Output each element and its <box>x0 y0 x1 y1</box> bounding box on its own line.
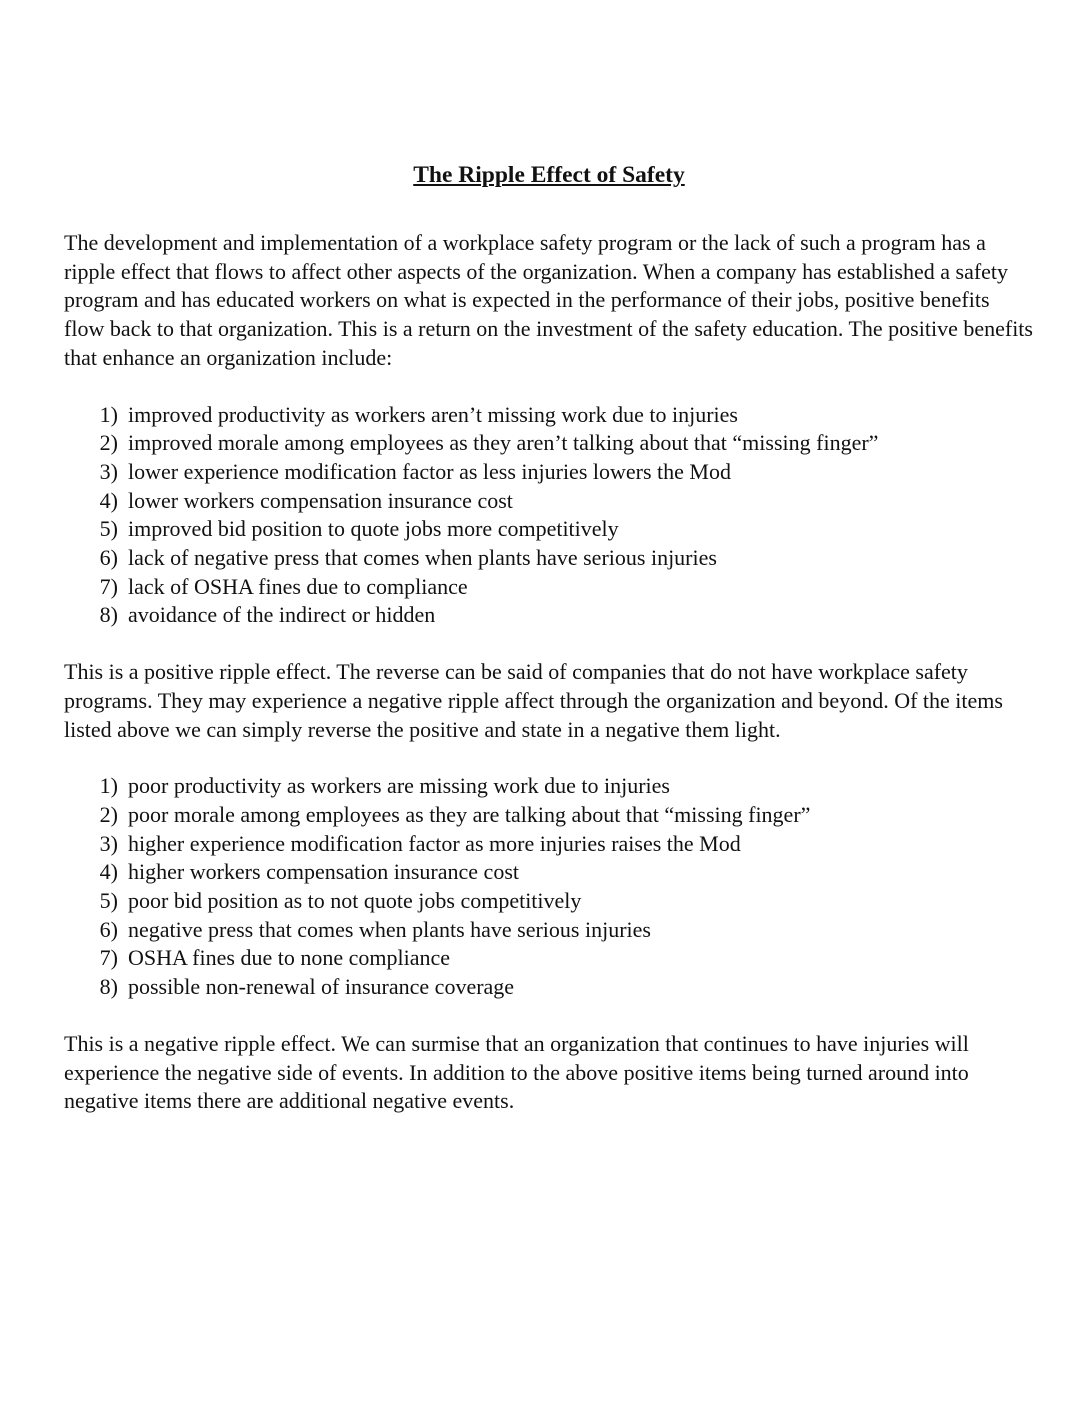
list-item-number: 5) <box>99 888 118 914</box>
list-item <box>64 429 1034 458</box>
list-item <box>64 458 1034 487</box>
list-item-text: improved bid position to quote jobs more competitively <box>128 516 619 542</box>
list-item-text: lower workers compensation insurance cost <box>128 487 513 513</box>
intro-paragraph: The development and implementation of a workplace safety program or the lack of such a program has a ripple effect that flows to affect other aspects of the organization. When a company has established a safety program and has educated workers on what is expected in the performance of their jobs, positive benefits flow back to that organization. This is a return on the investment of the safety education. The positive benefits that enhance an organization include: <box>64 230 1033 370</box>
list-item-text: lack of OSHA fines due to compliance <box>128 573 468 599</box>
list-item <box>64 515 1034 544</box>
list-item-text: lower experience modification factor as less injuries lowers the Mod <box>128 458 731 484</box>
list-item-number: 8) <box>99 602 118 628</box>
list-item-number: 7) <box>99 573 118 599</box>
reverse-paragraph: This is a positive ripple effect. The reverse can be said of companies that do not have workplace safety programs. They may experience a negative ripple affect through the organization and beyond. Of the items listed above we can simply reverse the positive and state in a negative them light. <box>64 659 1003 742</box>
list-item <box>64 573 1034 602</box>
list-item-number: 6) <box>99 545 118 571</box>
list-item-text: avoidance of the indirect or hidden <box>128 602 436 628</box>
list-item-text: possible non-renewal of insurance coverage <box>128 974 515 1000</box>
list-item-text: lack of negative press that comes when plants have serious injuries <box>128 545 717 571</box>
list-item <box>64 601 1034 630</box>
list-item-text: poor productivity as workers are missing work due to injuries <box>128 773 670 799</box>
list-item <box>64 830 1034 859</box>
list-item <box>64 887 1034 916</box>
list-item-number: 1) <box>99 401 118 427</box>
list-item-number: 8) <box>99 974 118 1000</box>
list-item <box>64 858 1034 887</box>
negative-effects-list <box>64 772 1034 1002</box>
list-item-text: OSHA fines due to none compliance <box>128 945 450 971</box>
positive-benefits-list <box>64 401 1034 631</box>
list-item-number: 3) <box>99 458 118 484</box>
list-item <box>64 772 1034 801</box>
list-item-number: 3) <box>99 830 118 856</box>
list-item-text: higher workers compensation insurance cost <box>128 859 519 885</box>
list-item-text: negative press that comes when plants have serious injuries <box>128 916 651 942</box>
list-item-number: 6) <box>99 916 118 942</box>
list-item-text: improved morale among employees as they aren’t talking about that “missing finger” <box>128 430 879 456</box>
document-title: The Ripple Effect of Safety <box>413 162 685 188</box>
list-item-text: higher experience modification factor as more injuries raises the Mod <box>128 830 741 856</box>
list-item-number: 4) <box>99 487 118 513</box>
list-item-number: 4) <box>99 859 118 885</box>
document-page <box>64 160 1034 1116</box>
list-item-number: 1) <box>99 773 118 799</box>
list-item-number: 2) <box>99 430 118 456</box>
list-item-text: improved productivity as workers aren’t missing work due to injuries <box>128 401 738 427</box>
list-item <box>64 944 1034 973</box>
list-item-number: 5) <box>99 516 118 542</box>
closing-paragraph: This is a negative ripple effect. We can surmise that an organization that continues to have injuries will experience the negative side of events. In addition to the above positive items being turned around into negative items there are additional negative events. <box>64 1030 969 1114</box>
list-item <box>64 916 1034 945</box>
list-item-number: 7) <box>99 945 118 971</box>
list-item-text: poor morale among employees as they are talking about that “missing finger” <box>128 801 811 827</box>
list-item <box>64 487 1034 516</box>
list-item <box>64 801 1034 830</box>
list-item-text: poor bid position as to not quote jobs competitively <box>128 888 582 914</box>
list-item-number: 2) <box>99 801 118 827</box>
list-item <box>64 401 1034 430</box>
list-item <box>64 544 1034 573</box>
list-item <box>64 973 1034 1002</box>
